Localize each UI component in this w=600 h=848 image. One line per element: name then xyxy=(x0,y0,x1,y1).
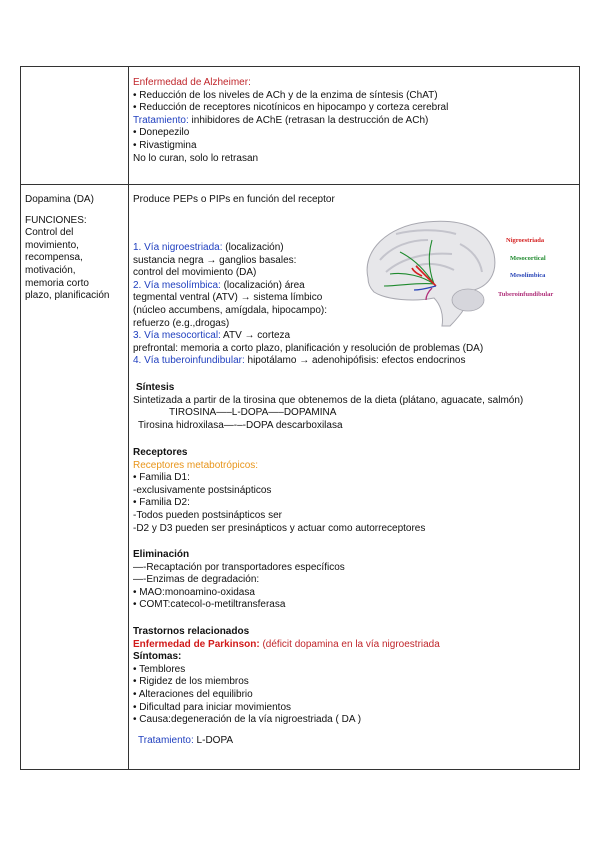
sintesis-chain: TIROSINA—–L-DOPA—–DOPAMINA xyxy=(169,407,337,419)
drug-item: • Donepezilo xyxy=(133,127,190,139)
column-divider xyxy=(128,66,129,770)
treatment-value: L-DOPA xyxy=(196,734,234,746)
pathway-line: (núcleo accumbens, amígdala, hipocampo): xyxy=(133,304,327,316)
sintesis-enzymes: Tirosina hidroxilasa—-–-DOPA descarboxilasa xyxy=(138,419,343,431)
functions-label: FUNCIONES: xyxy=(25,214,87,226)
sintoma-item: • Causa:degeneración de la vía nigroestriada ( DA ) xyxy=(133,714,362,726)
function-line: movimiento, xyxy=(25,239,79,251)
receptores-subtitle: Receptores metabotrópicos: xyxy=(133,459,259,471)
alzheimer-title: Enfermedad de Alzheimer: xyxy=(133,77,251,88)
sintoma-item: • Dificultad para iniciar movimientos xyxy=(133,701,292,713)
sintoma-item: • Alteraciones del equilibrio xyxy=(133,688,253,700)
pathway-rest: hipotálamo → adenohipófisis: efectos endocrinos xyxy=(244,355,466,367)
pathway-rest: ATV → corteza xyxy=(220,330,291,342)
alzheimer-bullet: • Reducción de los niveles de ACh y de la enzima de síntesis (ChAT) xyxy=(133,89,438,101)
sintesis-text: Sintetizada a partir de la tirosina que obtenemos de la dieta (plátano, aguacate, salmón) xyxy=(133,394,524,406)
eliminacion-block xyxy=(133,549,345,612)
receptor-line: • Familia D1: xyxy=(133,472,190,484)
pathway-line xyxy=(133,355,483,368)
pathway-label: 4. Vía tuberoinfundibular: xyxy=(133,355,245,367)
pathway-rest: (localización) área xyxy=(220,279,305,291)
receptor-line: -Todos pueden postsinápticos ser xyxy=(133,509,282,521)
sintoma-item: • Rigidez de los miembros xyxy=(133,676,249,688)
cerebellum xyxy=(452,289,484,311)
function-line: memoria corto xyxy=(25,277,89,289)
pathway-line: control del movimiento (DA) xyxy=(133,267,257,279)
parkinson-label: Enfermedad de Parkinson: xyxy=(133,638,260,650)
table-left-border xyxy=(20,66,21,770)
pathway-label: 3. Vía mesocortical: xyxy=(133,330,221,342)
intro-text xyxy=(133,194,335,207)
drug-item: • Rivastigmina xyxy=(133,139,197,151)
dopamine-title: Dopamina (DA) xyxy=(25,194,94,205)
dopamine-label-cell xyxy=(25,194,110,303)
function-line: motivación, xyxy=(25,264,76,276)
eliminacion-line: • COMT:catecol-o-metiltransferasa xyxy=(133,599,286,611)
sintesis-title: Síntesis xyxy=(136,382,175,393)
function-line: Control del xyxy=(25,227,74,239)
eliminacion-line: —-Recaptación por transportadores específicos xyxy=(133,561,345,573)
eliminacion-line: • MAO:monoamino-oxidasa xyxy=(133,586,255,598)
legend-nigroestriada: Nigroestriada xyxy=(506,237,545,244)
parkinson-line xyxy=(133,639,440,652)
sintoma-item: • Temblores xyxy=(133,663,186,675)
pathway-label: 1. Vía nigroestriada: xyxy=(133,242,223,253)
treatment-text: inhibidores de AChE (retrasan la destrucción de ACh) xyxy=(191,114,429,126)
legend-tuberoinfundibular: Tuberoinfundibular xyxy=(498,291,554,298)
treatment-label: Tratamiento: xyxy=(133,114,189,126)
eliminacion-title: Eliminación xyxy=(133,549,190,560)
pathway-line: prefrontal: memoria a corto plazo, planificación y resolución de problemas (DA) xyxy=(133,342,484,354)
receptores-block xyxy=(133,447,425,535)
trastornos-title: Trastornos relacionados xyxy=(133,626,250,637)
eliminacion-line: —-Enzimas de degradación: xyxy=(133,574,260,586)
legend-mesolimbica: Mesolímbica xyxy=(510,272,546,279)
alzheimer-treatment xyxy=(133,115,448,128)
pathway-line: tegmental ventral (ATV) → sistema límbico xyxy=(133,292,323,304)
receptores-title: Receptores xyxy=(133,447,188,458)
pathway-rest: (localización) xyxy=(222,242,284,253)
pathway-label: 2. Vía mesolímbica: xyxy=(133,279,221,291)
parkinson-note: (déficit dopamina en la vía nigroestriada xyxy=(259,638,440,650)
intro-line: Produce PEPs o PIPs en función del receptor xyxy=(133,194,335,205)
alzheimer-cell xyxy=(133,77,448,165)
trastornos-block xyxy=(133,626,440,747)
table-bottom-border xyxy=(20,769,580,770)
brain-illustration xyxy=(356,216,570,330)
alzheimer-bullet: • Reducción de receptores nicotínicos en hipocampo y corteza cerebral xyxy=(133,102,449,114)
sintomas-title: Síntomas: xyxy=(133,651,182,663)
dopamine-pathways-figure xyxy=(356,216,570,330)
row-divider xyxy=(20,184,580,185)
receptor-line: -exclusivamente postsinápticos xyxy=(133,484,272,496)
alzheimer-note: No lo curan, solo lo retrasan xyxy=(133,152,259,164)
legend-mesocortical: Mesocortical xyxy=(510,255,546,262)
function-line: plazo, planificación xyxy=(25,290,110,302)
table-right-border xyxy=(579,66,580,770)
receptor-line: -D2 y D3 pueden ser presinápticos y actuar como autorreceptores xyxy=(133,522,426,534)
parkinson-treatment xyxy=(133,735,440,748)
function-line: recompensa, xyxy=(25,252,83,264)
sintesis-block xyxy=(133,382,523,432)
treatment-label: Tratamiento: xyxy=(138,734,194,746)
pathway-line: sustancia negra → ganglios basales: xyxy=(133,254,297,266)
table-top-border xyxy=(20,66,580,67)
receptor-line: • Familia D2: xyxy=(133,497,190,509)
pathway-line: refuerzo (e.g.,drogas) xyxy=(133,317,230,329)
pathway-line xyxy=(133,330,483,343)
content-table xyxy=(20,66,580,770)
